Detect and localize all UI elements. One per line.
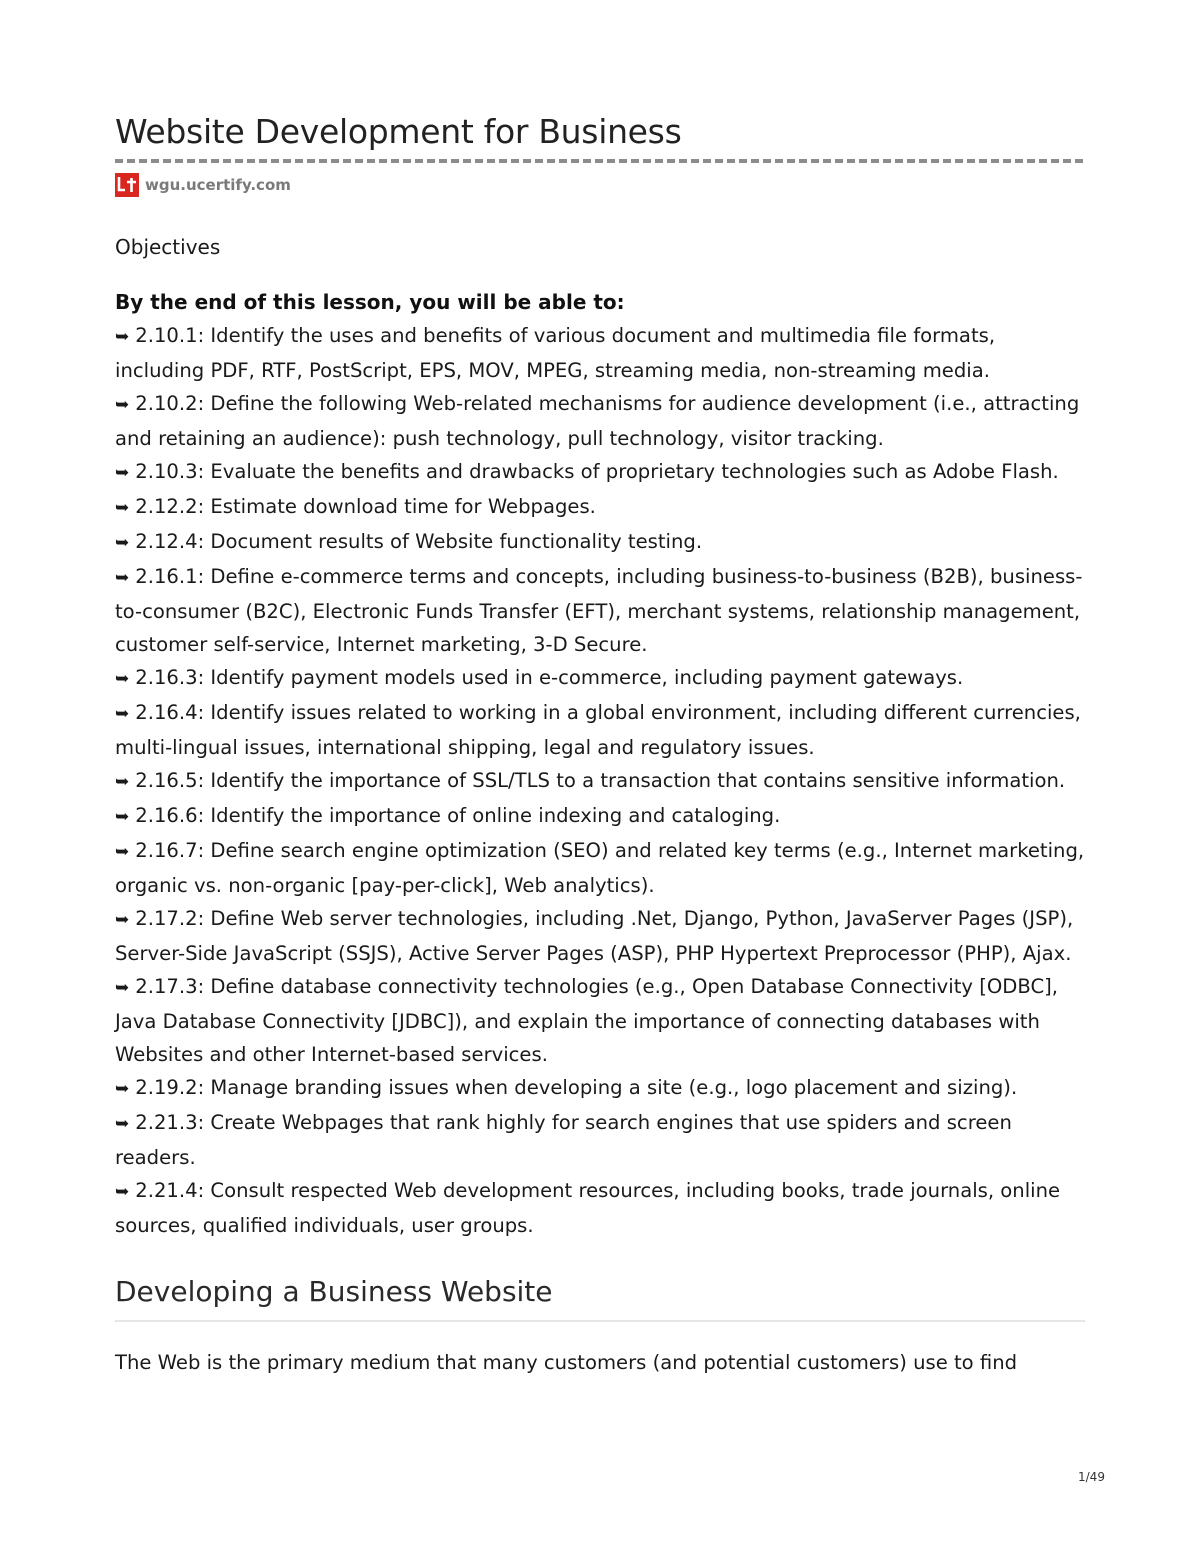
- objective-item: [115, 560, 1085, 661]
- arrow-right-icon: ➥: [115, 568, 130, 588]
- objective-text: 2.16.5: Identify the importance of SSL/TLS to a transaction that contains sensitive information.: [135, 769, 1066, 792]
- arrow-right-icon: ➥: [115, 910, 130, 930]
- arrow-right-icon: ➥: [115, 533, 130, 553]
- arrow-right-icon: ➥: [115, 842, 130, 862]
- objective-text: 2.12.2: Estimate download time for Webpages.: [135, 495, 596, 518]
- objective-item: [115, 799, 1085, 834]
- objective-text: 2.17.3: Define database connectivity technologies (e.g., Open Database Connectivity [ODBC], Java Database Connectivity [JDBC]), and explain the importance of connecting databases with Websites and other Internet-based services.: [115, 975, 1059, 1066]
- objective-item: [115, 764, 1085, 799]
- arrow-right-icon: ➥: [115, 498, 130, 518]
- objective-text: 2.16.1: Define e-commerce terms and concepts, including business-to-business (B2B), business-to-consumer (B2C), Electronic Funds Transfer (EFT), merchant systems, relationship management, customer self-service, Internet marketing, 3-D Secure.: [115, 565, 1083, 656]
- objective-text: 2.16.3: Identify payment models used in e-commerce, including payment gateways.: [135, 666, 964, 689]
- objective-text: 2.16.7: Define search engine optimization (SEO) and related key terms (e.g., Internet marketing, organic vs. non-organic [pay-per-click], Web analytics).: [115, 839, 1085, 897]
- arrow-right-icon: ➥: [115, 669, 130, 689]
- document-page: [115, 108, 1085, 1379]
- objective-item: [115, 661, 1085, 696]
- section-heading: Developing a Business Website: [115, 1272, 1085, 1322]
- objective-text: 2.21.4: Consult respected Web development resources, including books, trade journals, online sources, qualified individuals, user groups.: [115, 1179, 1061, 1237]
- objective-text: 2.12.4: Document results of Website functionality testing.: [135, 530, 703, 553]
- title-divider: [115, 159, 1083, 163]
- page-number: 1/49: [1078, 1470, 1105, 1484]
- ucertify-logo-icon: [115, 173, 139, 197]
- objective-item: [115, 525, 1085, 560]
- objective-text: 2.10.1: Identify the uses and benefits of various document and multimedia file formats, including PDF, RTF, PostScript, EPS, MOV, MPEG, streaming media, non-streaming media.: [115, 324, 996, 382]
- objectives-label: Objectives: [115, 235, 221, 259]
- objective-item: [115, 490, 1085, 525]
- objective-item: [115, 1106, 1085, 1174]
- objective-item: [115, 455, 1085, 490]
- objective-item: [115, 1174, 1085, 1242]
- objective-item: [115, 696, 1085, 764]
- arrow-right-icon: ➥: [115, 704, 130, 724]
- arrow-right-icon: ➥: [115, 327, 130, 347]
- objective-item: [115, 970, 1085, 1071]
- arrow-right-icon: ➥: [115, 772, 130, 792]
- arrow-right-icon: ➥: [115, 1182, 130, 1202]
- objective-text: 2.10.2: Define the following Web-related mechanisms for audience development (i.e., attracting and retaining an audience): push technology, pull technology, visitor tracking.: [115, 392, 1080, 450]
- objective-text: 2.21.3: Create Webpages that rank highly for search engines that use spiders and screen readers.: [115, 1111, 1012, 1169]
- arrow-right-icon: ➥: [115, 1114, 130, 1134]
- arrow-right-icon: ➥: [115, 1079, 130, 1099]
- objective-item: [115, 834, 1085, 902]
- objective-text: 2.16.6: Identify the importance of online indexing and cataloging.: [135, 804, 781, 827]
- objective-text: 2.16.4: Identify issues related to working in a global environment, including different currencies, multi-lingual issues, international shipping, legal and regulatory issues.: [115, 701, 1081, 759]
- objective-text: 2.17.2: Define Web server technologies, including .Net, Django, Python, JavaServer Pages (JSP), Server-Side JavaScript (SSJS), Active Server Pages (ASP), PHP Hypertext Preprocessor (PHP), Ajax.: [115, 907, 1074, 965]
- objectives-lead: By the end of this lesson, you will be able to:: [115, 290, 625, 314]
- objective-item: [115, 902, 1085, 970]
- objective-text: 2.10.3: Evaluate the benefits and drawbacks of proprietary technologies such as Adobe Flash.: [135, 460, 1059, 483]
- document-title: Website Development for Business: [115, 112, 682, 151]
- source-row: [115, 171, 1085, 199]
- objective-item: [115, 1071, 1085, 1106]
- arrow-right-icon: ➥: [115, 978, 130, 998]
- arrow-right-icon: ➥: [115, 807, 130, 827]
- objective-item: [115, 319, 1085, 387]
- objective-text: 2.19.2: Manage branding issues when developing a site (e.g., logo placement and sizing).: [135, 1076, 1018, 1099]
- objectives-list: [115, 319, 1085, 1242]
- source-link[interactable]: wgu.ucertify.com: [145, 176, 291, 194]
- section-paragraph: The Web is the primary medium that many customers (and potential customers) use to find: [115, 1351, 1018, 1374]
- objective-item: [115, 387, 1085, 455]
- arrow-right-icon: ➥: [115, 395, 130, 415]
- arrow-right-icon: ➥: [115, 463, 130, 483]
